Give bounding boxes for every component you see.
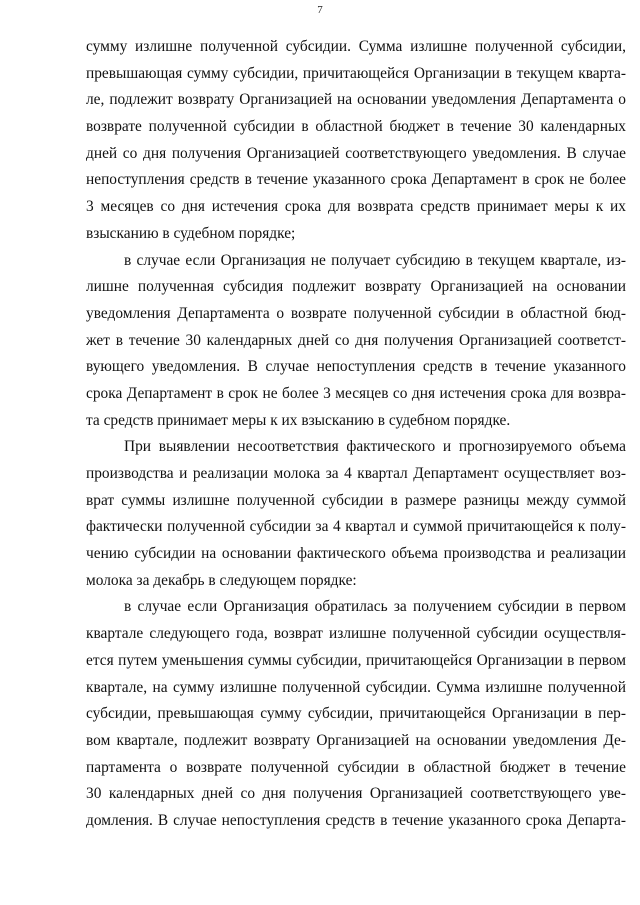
text-line: та средств принимает меры к их взысканию в судебном порядке. [86, 411, 511, 429]
text-line: 3 месяцев со дня истечения срока для возврата средств принимает меры к их [86, 198, 626, 216]
text-line: 30 календарных дней со дня получения Организацией соответствующего уве- [86, 785, 626, 803]
text-line: срока Департамент в срок не более 3 месяцев со дня истечения срока для возвра- [86, 384, 626, 402]
text-line: партамента о возврате полученной субсидии в областной бюджет в течение [86, 758, 626, 776]
text-line: фактически полученной субсидии за 4 квартал и суммой причитающейся к полу- [86, 518, 626, 536]
text-line: квартале следующего года, возврат излишне полученной субсидии осуществля- [86, 625, 626, 643]
text-line: превышающая сумму субсидии, причитающейся Организации в текущем кварта- [86, 64, 626, 82]
text-line: вующего уведомления. В случае непоступления средств в течение указанного [86, 358, 626, 376]
text-line: лишне полученная субсидия подлежит возврату Организацией на основании [86, 278, 626, 296]
text-line: врат суммы излишне полученной субсидии в размере разницы между суммой [86, 491, 626, 509]
text-line: дней со дня получения Организацией соответствующего уведомления. В случае [86, 144, 626, 162]
body-text [86, 34, 626, 835]
text-line: сумму излишне полученной субсидии. Сумма излишне полученной субсидии, [86, 38, 626, 55]
text-line: в случае если Организация не получает субсидию в текущем квартале, из- [124, 251, 626, 269]
text-line: возврате полученной субсидии в областной бюджет в течение 30 календарных [86, 118, 626, 136]
text-line: производства и реализации молока за 4 квартал Департамент осуществляет воз- [86, 465, 626, 482]
text-line: непоступления средств в течение указанного срока Департамент в срок не более [86, 171, 626, 189]
text-line: При выявлении несоответствия фактического и прогнозируемого объема [124, 438, 626, 456]
text-line: взысканию в судебном порядке; [86, 224, 296, 242]
text-line: домления. В случае непоступления средств в течение указанного срока Департа- [86, 811, 626, 829]
page-number: 7 [317, 4, 323, 16]
text-line: молока за декабрь в следующем порядке: [86, 571, 357, 589]
text-line: в случае если Организация обратилась за получением субсидии в первом [124, 598, 626, 616]
text-line: квартале, на сумму излишне полученной субсидии. Сумма излишне полученной [86, 678, 626, 696]
text-line: ле, подлежит возврату Организацией на основании уведомления Департамента о [86, 91, 626, 109]
text-line: уведомления Департамента о возврате полученной субсидии в областной бюд- [86, 304, 626, 322]
text-line: жет в течение 30 календарных дней со дня получения Организацией соответст- [86, 331, 626, 349]
text-line: субсидии, превышающая сумму субсидии, причитающейся Организации в пер- [86, 705, 626, 723]
text-line: ется путем уменьшения суммы субсидии, причитающейся Организации в первом [86, 651, 626, 669]
text-line: чению субсидии на основании фактического объема производства и реализации [86, 545, 626, 563]
text-line: вом квартале, подлежит возврату Организацией на основании уведомления Де- [86, 731, 626, 749]
